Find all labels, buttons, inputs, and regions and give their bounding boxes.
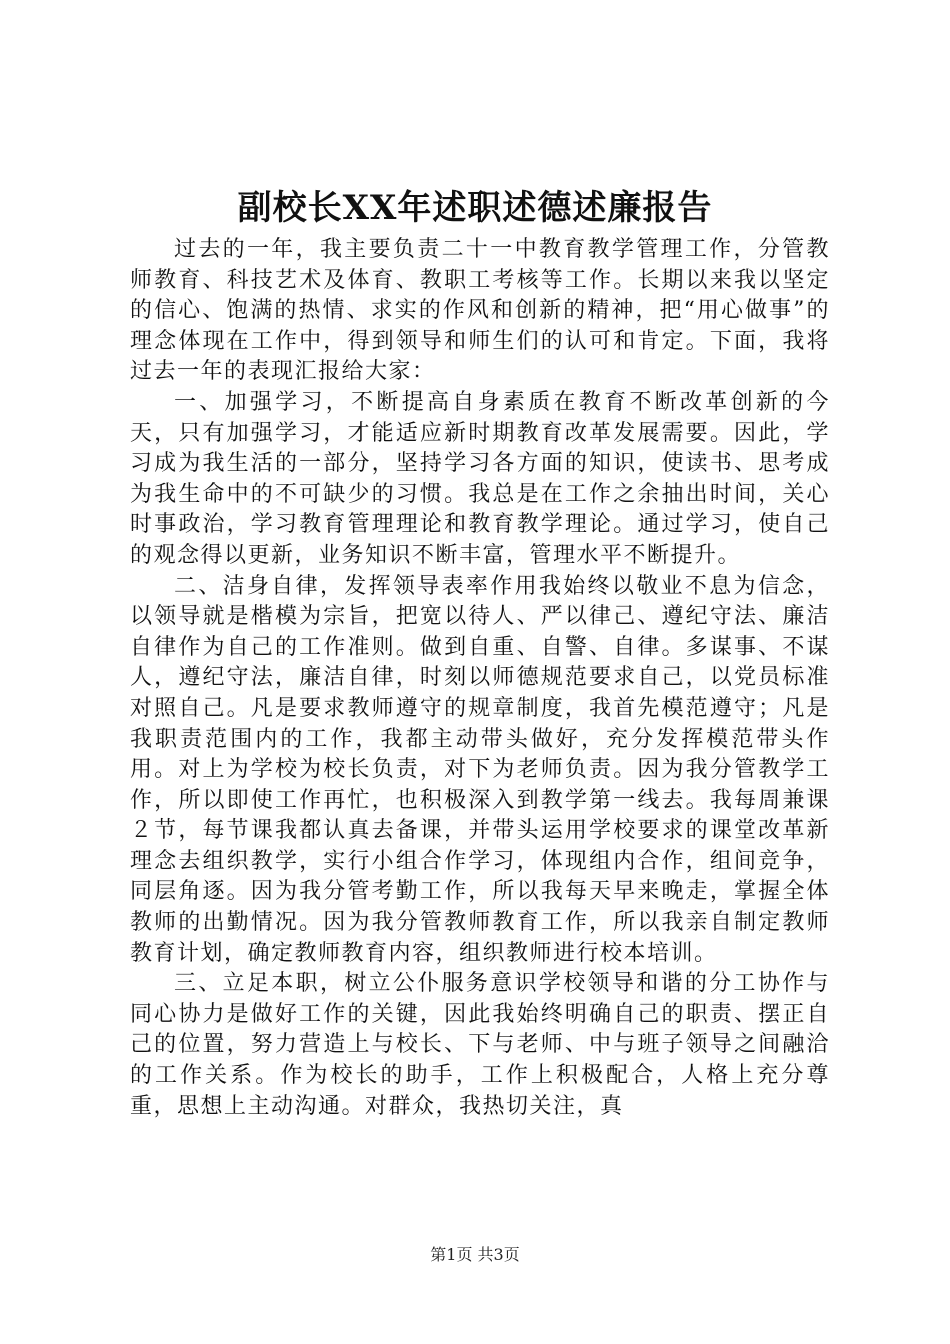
paragraph-section-3: 三、立足本职，树立公仆服务意识学校领导和谐的分工协作与同心协力是做好工作的关键，因此我始终明确自己的职责、摆正自己的位置，努力营造上与校长、下与老师、中与班子领导之间融洽的工作关系。作为校长的助手，工作上积极配合，人格上充分尊重，思想上主动沟通。对群众，我热切关注，真 <box>130 971 830 1119</box>
paragraph-section-1: 一、加强学习，不断提高自身素质在教育不断改革创新的今天，只有加强学习，才能适应新时期教育改革发展需要。因此，学习成为我生活的一部分，坚持学习各方面的知识，使读书、思考成为我生命中的不可缺少的习惯。我总是在工作之余抽出时间，关心时事政治，学习教育管理理论和教育教学理论。通过学习，使自己的观念得以更新，业务知识不断丰富，管理水平不断提升。 <box>130 389 830 568</box>
paragraph-section-2: 二、洁身自律，发挥领导表率作用我始终以敬业不息为信念，以领导就是楷模为宗旨，把宽以待人、严以律己、遵纪守法、廉洁自律作为自己的工作准则。做到自重、自警、自律。多谋事、不谋人，遵纪守法，廉洁自律，时刻以师德规范要求自己，以党员标准对照自己。凡是要求教师遵守的规章制度，我首先模范遵守；凡是我职责范围内的工作，我都主动带头做好，充分发挥模范带头作用。对上为学校为校长负责，对下为老师负责。因为我分管教学工作，所以即使工作再忙，也积极深入到教学第一线去。我每周兼课２节，每节课我都认真去备课，并带头运用学校要求的课堂改革新理念去组织教学，实行小组合作学习，体现组内合作，组间竞争，同层角逐。因为我分管考勤工作，所以我每天早来晚走，掌握全体教师的出勤情况。因为我分管教师教育工作，所以我亲自制定教师教育计划，确定教师教育内容，组织教师进行校本培训。 <box>130 573 830 966</box>
document-title: 副校长XX年述职述德述廉报告 <box>237 188 713 228</box>
paragraph-intro: 过去的一年，我主要负责二十一中教育教学管理工作，分管教师教育、科技艺术及体育、教职工考核等工作。长期以来我以坚定的信心、饱满的热情、求实的作风和创新的精神，把“用心做事”的理念体现在工作中，得到领导和师生们的认可和肯定。下面，我将过去一年的表现汇报给大家： <box>130 237 830 385</box>
page-number-footer: 第1页 共3页 <box>430 1245 520 1264</box>
document-body <box>130 235 830 1122</box>
